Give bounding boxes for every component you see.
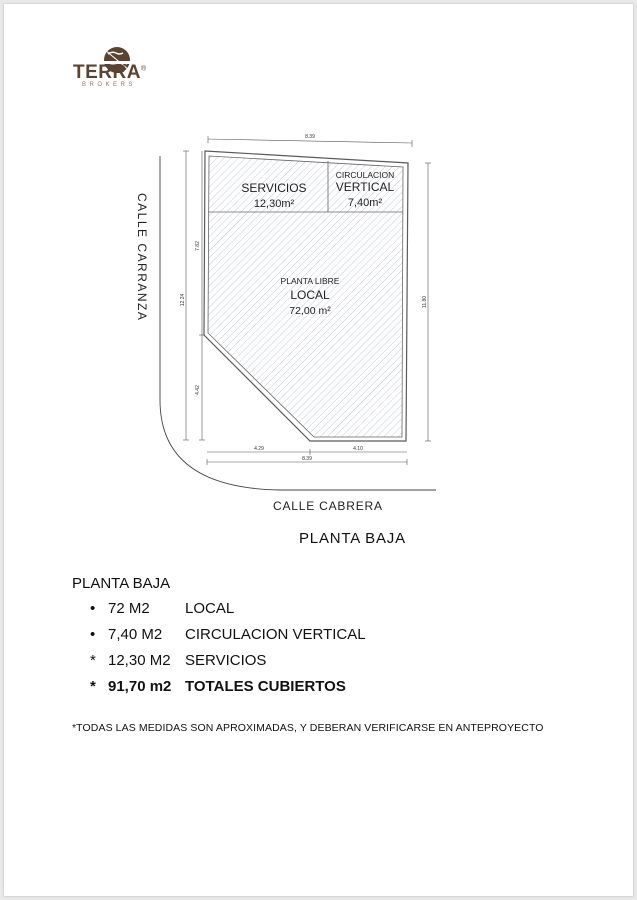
- row-label: LOCAL: [185, 600, 235, 617]
- floor-title: PLANTA BAJA: [299, 530, 406, 547]
- dim-right: 11.80: [422, 295, 428, 309]
- dim-left-total: 12.24: [180, 293, 186, 307]
- summary-row: [90, 652, 266, 669]
- row-marker: •: [90, 626, 96, 643]
- row-marker: •: [90, 600, 96, 617]
- dim-bottom-total: 8.39: [302, 456, 312, 462]
- room-circulacion-area: 7,40m²: [347, 197, 383, 209]
- dim-bottom-left: 4.29: [254, 446, 264, 452]
- room-local-area: 72,00 m²: [289, 305, 331, 317]
- dim-left-lower: 4.42: [195, 385, 201, 395]
- floor-plan: [128, 124, 448, 504]
- row-amount: 12,30 M2: [108, 652, 171, 669]
- dim-top: 8.39: [305, 134, 315, 140]
- summary-row: [90, 600, 234, 617]
- street-label-carranza: CALLE CARRANZA: [135, 193, 149, 322]
- dim-left-upper: 7.82: [195, 241, 201, 251]
- row-amount: 7,40 M2: [108, 626, 163, 643]
- dim-bottom-right: 4.10: [353, 446, 363, 452]
- row-marker: *: [90, 678, 96, 695]
- row-amount: 72 M2: [108, 600, 150, 617]
- row-label: CIRCULACION VERTICAL: [185, 626, 366, 643]
- summary-total-row: [90, 678, 346, 695]
- room-circulacion-name-1: CIRCULACION: [335, 170, 395, 180]
- room-local-name-2: LOCAL: [290, 288, 330, 302]
- room-servicios-name: SERVICIOS: [241, 181, 307, 195]
- room-circulacion-name-2: VERTICAL: [335, 180, 395, 194]
- brand-subtitle: BROKERS: [82, 82, 136, 88]
- summary-row: [90, 626, 366, 643]
- room-local-name-1: PLANTA LIBRE: [280, 276, 340, 286]
- row-label: SERVICIOS: [185, 652, 267, 669]
- row-marker: *: [90, 652, 96, 669]
- row-label: TOTALES CUBIERTOS: [185, 678, 346, 695]
- street-label-cabrera: CALLE CABRERA: [273, 499, 383, 513]
- summary-title: PLANTA BAJA: [72, 575, 171, 592]
- brand-name: TERRA®: [73, 62, 147, 83]
- room-servicios-area: 12,30m²: [253, 198, 295, 210]
- disclaimer-note: *TODAS LAS MEDIDAS SON APROXIMADAS, Y DEBERAN VERIFICARSE EN ANTEPROYECTO: [72, 722, 544, 734]
- row-amount: 91,70 m2: [108, 678, 172, 695]
